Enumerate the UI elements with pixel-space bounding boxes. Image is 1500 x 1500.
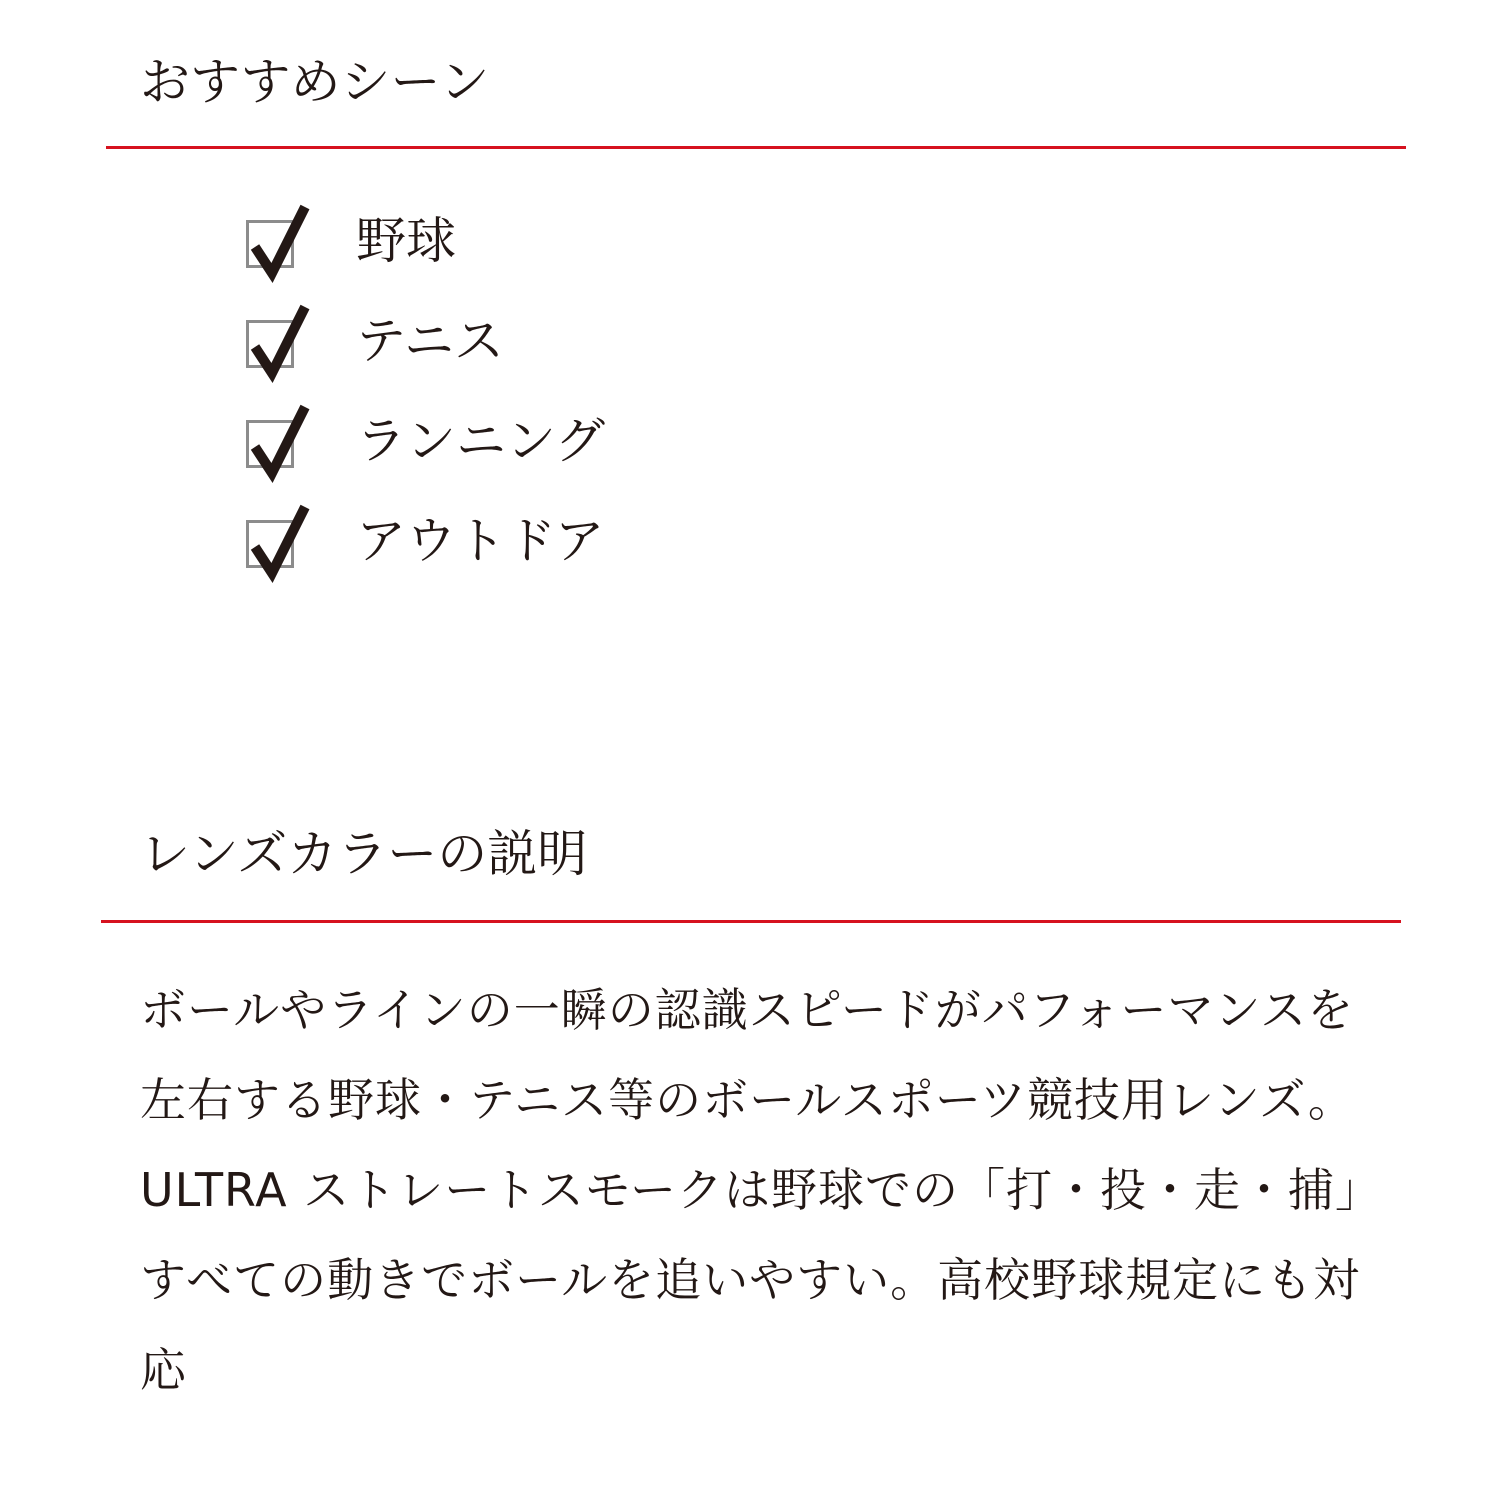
- check-mark-icon: [249, 403, 311, 483]
- lens-description: ボールやラインの一瞬の認識スピードがパフォーマンスを左右する野球・テニス等のボールスポーツ競技用レンズ。ULTRA ストレートスモークは野球での「打・投・走・捕」すべての動きでボールを追いやすい。高校野球規定にも対応: [140, 983, 1361, 1397]
- checkbox-checked-icon: [246, 520, 294, 568]
- checkbox-checked-icon: [246, 220, 294, 268]
- check-mark-icon: [249, 303, 311, 383]
- section-title-recommended-scenes: おすすめシーン: [140, 53, 490, 111]
- checkbox-checked-icon: [246, 420, 294, 468]
- divider-lens: [101, 920, 1401, 923]
- check-mark-icon: [249, 503, 311, 583]
- scene-item-running: [246, 410, 746, 480]
- scene-item-baseball: [246, 210, 746, 280]
- check-mark-icon: [249, 203, 311, 283]
- scene-label: アウトドア: [356, 512, 605, 570]
- checkbox-checked-icon: [246, 320, 294, 368]
- divider-scenes: [106, 146, 1406, 149]
- scene-label: テニス: [356, 312, 504, 370]
- scene-label: 野球: [356, 212, 456, 270]
- scene-item-tennis: [246, 310, 746, 380]
- scene-label: ランニング: [356, 412, 605, 470]
- section-title-lens-color: レンズカラーの説明: [140, 825, 588, 883]
- scene-item-outdoor: [246, 510, 746, 580]
